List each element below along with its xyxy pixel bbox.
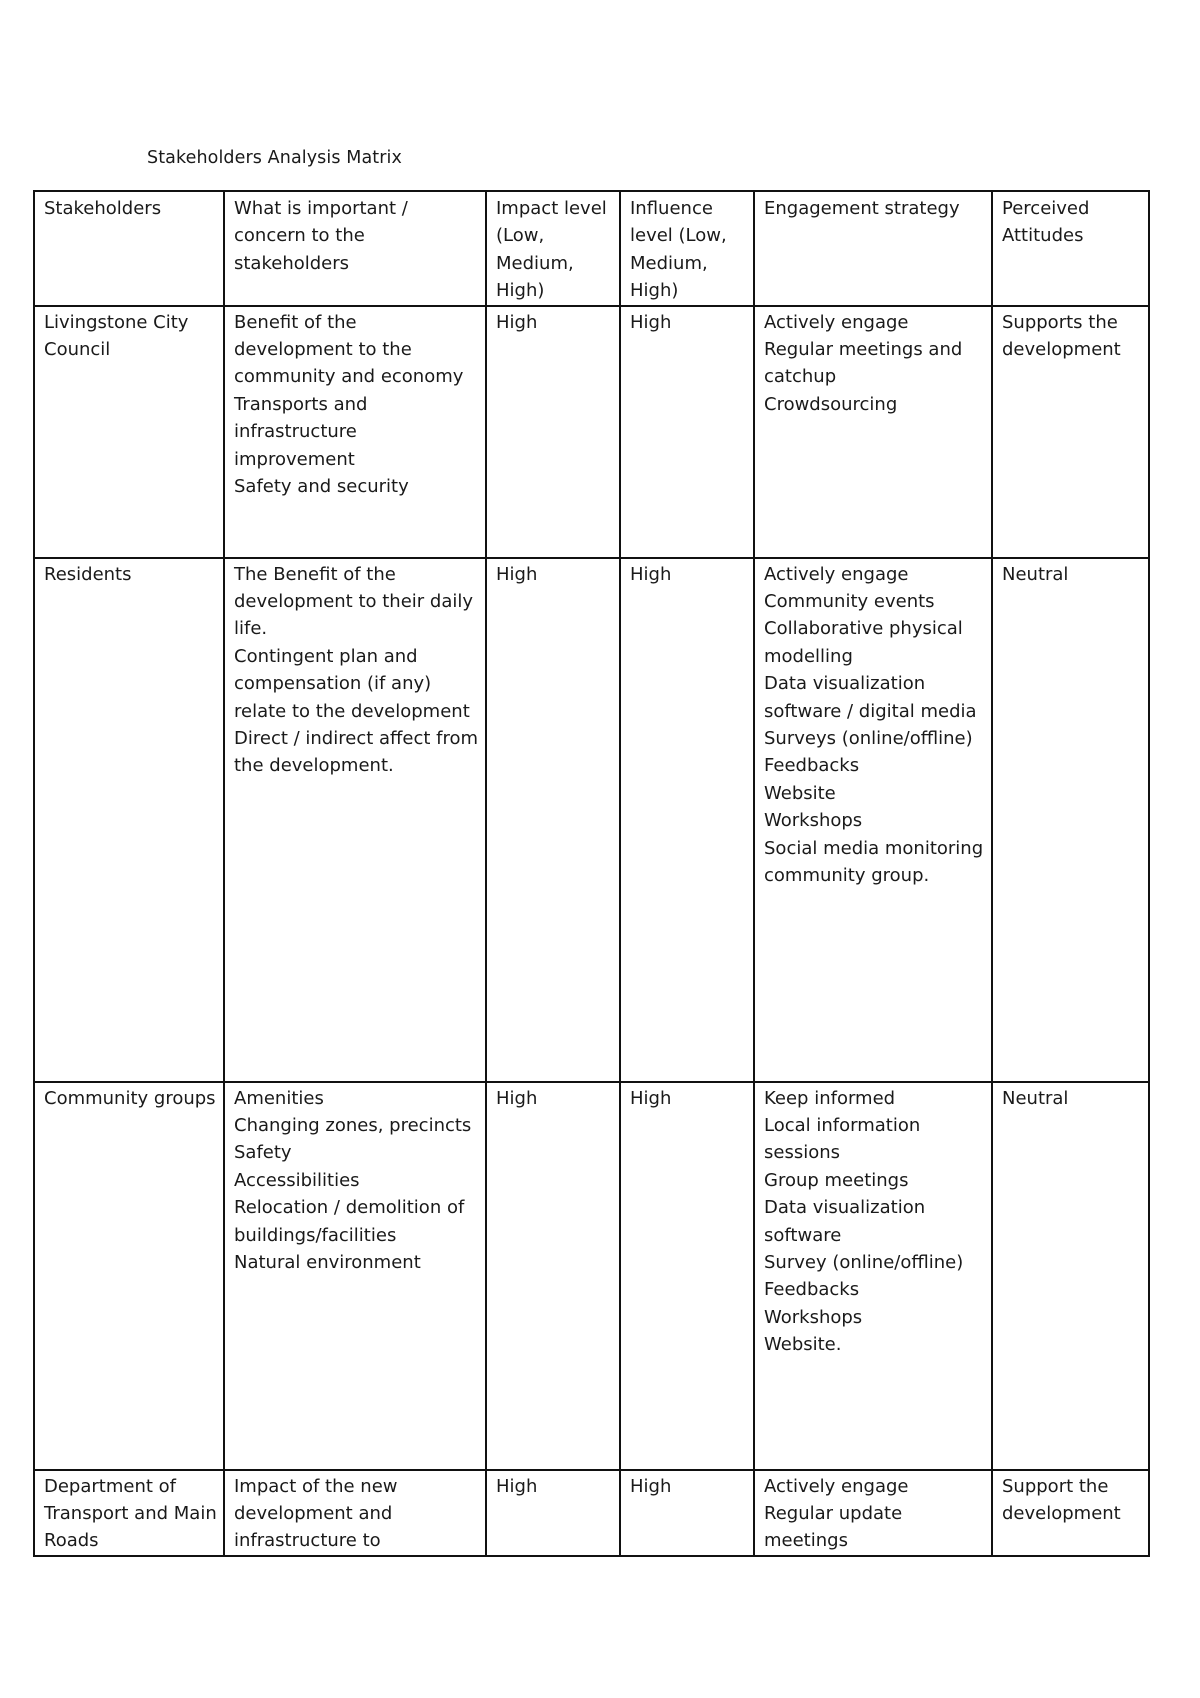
strategy-list xyxy=(764,1500,985,1555)
strategy-list xyxy=(764,336,985,418)
concerns-cell xyxy=(224,1082,486,1470)
list-item xyxy=(764,807,985,834)
list-item-text: Direct / indirect affect from the development. xyxy=(234,728,479,777)
concerns-cell xyxy=(224,1470,486,1556)
list-item-text: Regular meetings and catchup xyxy=(764,339,963,388)
list-item xyxy=(764,391,985,418)
list-item-text: Workshops xyxy=(764,1306,863,1328)
table-row xyxy=(34,1082,1149,1470)
list-item-text: Surveys (online/offline) xyxy=(764,728,973,750)
list-item-text: Amenities xyxy=(234,1087,324,1109)
list-item-text: Workshops xyxy=(764,810,863,832)
strategy-title: Keep informed xyxy=(764,1087,896,1109)
stakeholder-matrix-table xyxy=(33,190,1150,1557)
list-item xyxy=(234,1085,479,1112)
list-item-text: Safety and security xyxy=(234,476,409,498)
impact-cell: High xyxy=(486,1082,620,1470)
table-row xyxy=(34,306,1149,558)
list-item xyxy=(234,643,479,725)
list-item xyxy=(234,561,479,643)
strategy-cell xyxy=(754,1470,992,1556)
list-item-text: Website. xyxy=(764,1334,842,1356)
list-item xyxy=(764,1194,985,1249)
strategy-cell xyxy=(754,558,992,1082)
stakeholder-cell: Livingstone City Council xyxy=(34,306,224,558)
concerns-list xyxy=(234,1473,479,1555)
list-item xyxy=(234,309,479,391)
attitude-cell: Neutral xyxy=(992,558,1149,1082)
concerns-cell xyxy=(224,306,486,558)
list-item-text: Website xyxy=(764,782,836,804)
list-item-text: Changing zones, precincts xyxy=(234,1115,472,1137)
list-item xyxy=(234,1167,479,1194)
strategy-title: Actively engage xyxy=(764,1475,909,1497)
list-item-text: Impact of the new development and infrastructure to xyxy=(234,1475,398,1552)
table-header-row xyxy=(34,191,1149,306)
influence-cell: High xyxy=(620,1082,754,1470)
table-row xyxy=(34,1470,1149,1556)
list-item-text: Natural environment xyxy=(234,1252,421,1274)
list-item-text: Feedbacks xyxy=(764,1279,860,1301)
list-item xyxy=(234,1194,479,1249)
list-item-text: Data visualization software xyxy=(764,1197,926,1246)
list-item-text: Regular update meetings xyxy=(764,1503,903,1552)
list-item xyxy=(234,391,479,473)
list-item-text: Crowdsourcing xyxy=(764,393,898,415)
influence-cell: High xyxy=(620,558,754,1082)
stakeholder-cell: Department of Transport and Main Roads xyxy=(34,1470,224,1556)
header-concerns: What is important / concern to the stakeholders xyxy=(224,191,486,306)
strategy-title: Actively engage xyxy=(764,311,909,333)
concerns-list xyxy=(234,309,479,501)
impact-cell: High xyxy=(486,306,620,558)
list-item xyxy=(764,752,985,779)
strategy-list xyxy=(764,1112,985,1359)
list-item-text: Relocation / demolition of buildings/facilities xyxy=(234,1197,465,1246)
list-item xyxy=(764,588,985,615)
list-item-text: Accessibilities xyxy=(234,1169,360,1191)
list-item-text: Transports and infrastructure improvement xyxy=(234,393,368,470)
strategy-cell xyxy=(754,1082,992,1470)
list-item-text: Benefit of the development to the community and economy xyxy=(234,311,464,388)
list-item xyxy=(764,725,985,752)
list-item xyxy=(764,835,985,890)
stakeholder-cell: Community groups xyxy=(34,1082,224,1470)
influence-cell: High xyxy=(620,306,754,558)
influence-cell: High xyxy=(620,1470,754,1556)
list-item xyxy=(764,1112,985,1167)
strategy-title: Actively engage xyxy=(764,563,909,585)
attitude-cell: Supports the development xyxy=(992,306,1149,558)
list-item-text: Feedbacks xyxy=(764,755,860,777)
list-item xyxy=(234,1139,479,1166)
list-item xyxy=(764,1304,985,1331)
attitude-cell: Support the development xyxy=(992,1470,1149,1556)
list-item xyxy=(764,615,985,670)
list-item xyxy=(234,1473,479,1555)
impact-cell: High xyxy=(486,558,620,1082)
list-item xyxy=(234,1249,479,1276)
list-item xyxy=(234,1112,479,1139)
list-item-text: Safety xyxy=(234,1142,292,1164)
list-item xyxy=(764,1500,985,1555)
list-item-text: Social media monitoring community group. xyxy=(764,837,984,887)
list-item xyxy=(764,336,985,391)
list-item xyxy=(764,1331,985,1358)
header-perceived-attitudes: Perceived Attitudes xyxy=(992,191,1149,306)
list-item xyxy=(764,1167,985,1194)
list-item-text: Collaborative physical modelling xyxy=(764,618,963,667)
concerns-list xyxy=(234,561,479,780)
list-item xyxy=(234,725,479,780)
list-item-text: Community events xyxy=(764,591,935,613)
header-influence-level: Influence level (Low, Medium, High) xyxy=(620,191,754,306)
list-item-text: Local information sessions xyxy=(764,1115,921,1164)
list-item xyxy=(234,473,479,500)
list-item xyxy=(764,1276,985,1303)
list-item xyxy=(764,780,985,807)
concerns-cell xyxy=(224,558,486,1082)
list-item-text: Data visualization software / digital media xyxy=(764,673,977,722)
header-engagement-strategy: Engagement strategy xyxy=(754,191,992,306)
impact-cell: High xyxy=(486,1470,620,1556)
document-title: Stakeholders Analysis Matrix xyxy=(147,148,402,168)
concerns-list xyxy=(234,1085,479,1277)
list-item-text: Contingent plan and compensation (if any) relate to the development xyxy=(234,645,470,722)
header-impact-level: Impact level (Low, Medium, High) xyxy=(486,191,620,306)
attitude-cell: Neutral xyxy=(992,1082,1149,1470)
header-stakeholders: Stakeholders xyxy=(34,191,224,306)
strategy-list xyxy=(764,588,985,889)
list-item-text: Group meetings xyxy=(764,1169,909,1191)
table-row xyxy=(34,558,1149,1082)
stakeholder-cell: Residents xyxy=(34,558,224,1082)
list-item-text: The Benefit of the development to their daily life. xyxy=(234,563,474,640)
list-item xyxy=(764,1249,985,1276)
strategy-cell xyxy=(754,306,992,558)
list-item xyxy=(764,670,985,725)
list-item-text: Survey (online/offline) xyxy=(764,1252,964,1274)
